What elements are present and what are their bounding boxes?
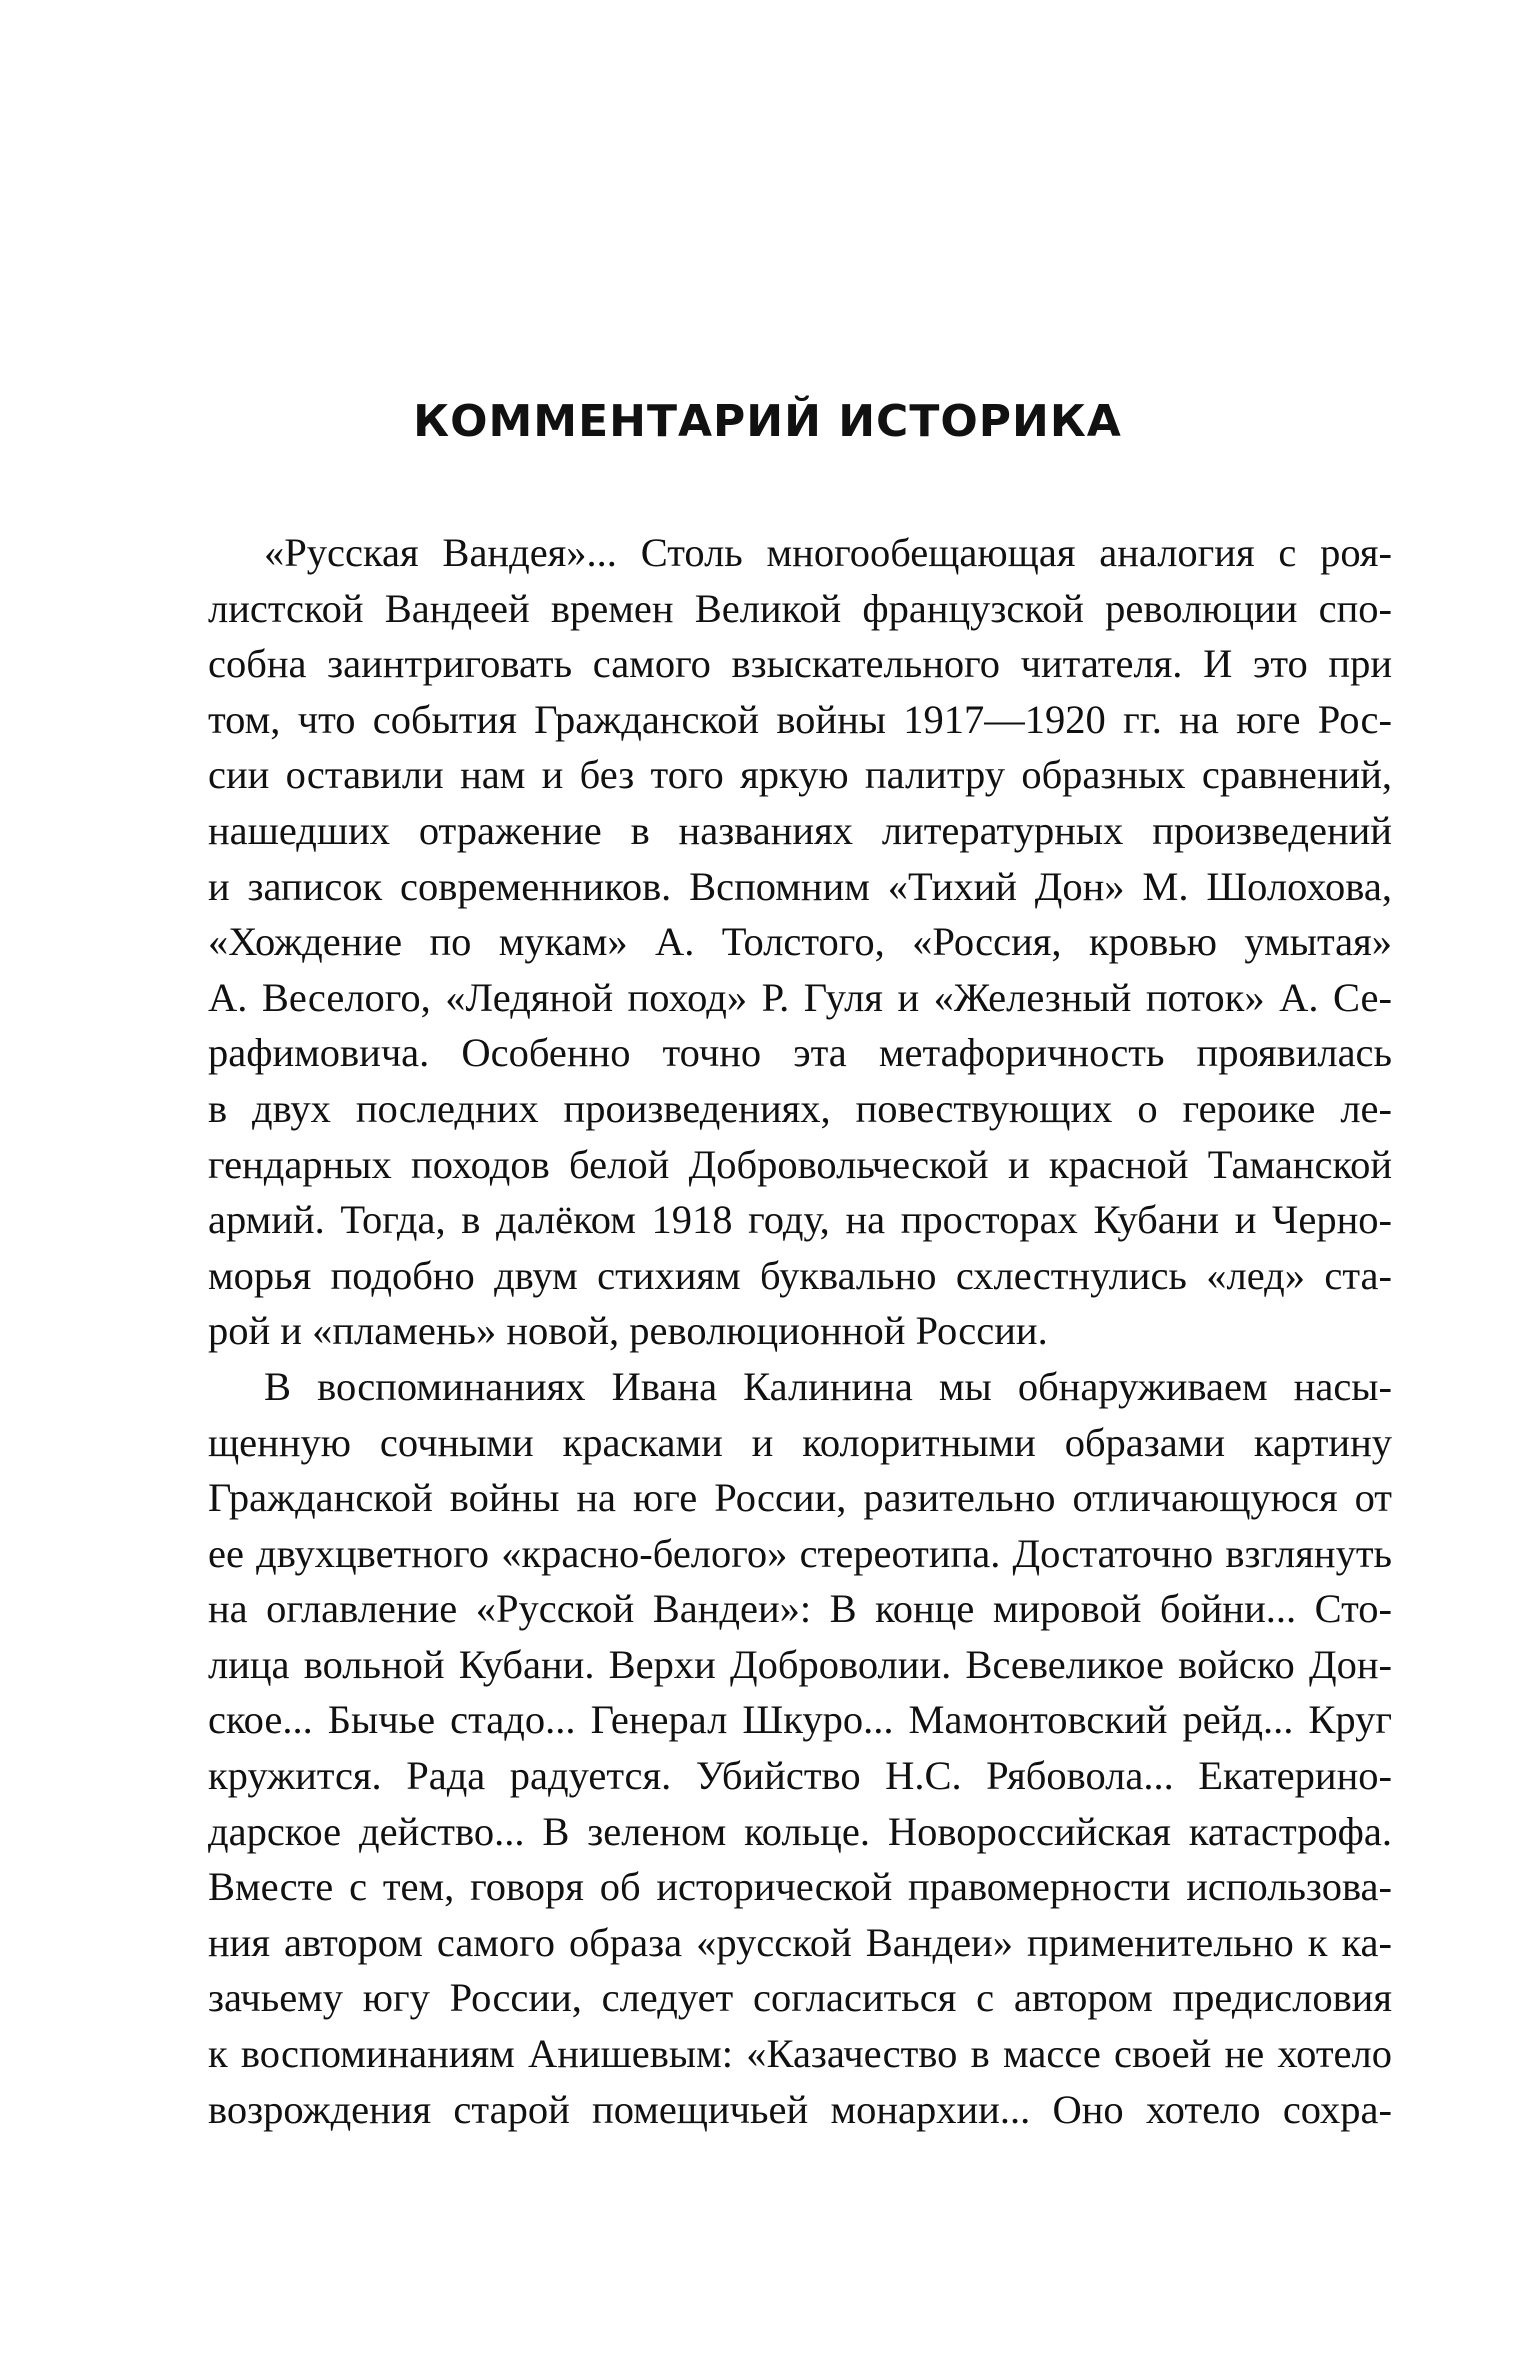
text-line: кружится. Рада радуется. Убийство Н.С. Рябовола... Екатерино-: [208, 1753, 1392, 1799]
text-line: и записок современников. Вспомним «Тихий Дон» М. Шолохова,: [208, 863, 1392, 909]
text-line: к воспоминаниям Анишевым: «Казачество в массе своей не хотело: [208, 2031, 1392, 2077]
text-line: Гражданской войны на юге России, разительно отличающуюся от: [208, 1475, 1392, 1521]
text-line: армий. Тогда, в далёком 1918 году, на просторах Кубани и Черно-: [208, 1197, 1392, 1243]
text-line: Вместе с тем, говоря об исторической правомерности использова-: [208, 1864, 1392, 1910]
text-line: А. Веселого, «Ледяной поход» Р. Гуля и «Железный поток» А. Се-: [208, 974, 1392, 1020]
text-line: листской Вандеей времен Великой французской революции спо-: [208, 585, 1392, 631]
chapter-heading: КОММЕНТАРИЙ ИСТОРИКА: [413, 396, 1122, 447]
text-line: лица вольной Кубани. Верхи Доброволии. Всевеликое войско Дон-: [208, 1641, 1392, 1687]
text-line: в двух последних произведениях, повествующих о героике ле-: [208, 1085, 1392, 1131]
text-line: В воспоминаниях Ивана Калинина мы обнаруживаем насы-: [264, 1363, 1392, 1409]
text-line: «Хождение по мукам» А. Толстого, «Россия, кровью умытая»: [208, 919, 1392, 965]
text-line: рой и «пламень» новой, революционной России.: [208, 1308, 1048, 1354]
text-line: «Русская Вандея»... Столь многообещающая аналогия с роя-: [264, 530, 1392, 575]
text-line: морья подобно двум стихиям буквально схлестнулись «лед» ста-: [208, 1252, 1392, 1298]
text-line: собна заинтриговать самого взыскательного читателя. И это при: [208, 641, 1392, 687]
paragraph-2: [208, 1359, 1392, 2137]
text-line: на оглавление «Русской Вандеи»: В конце мировой бойни... Сто-: [208, 1586, 1392, 1632]
text-line: гендарных походов белой Добровольческой и красной Таманской: [208, 1141, 1392, 1187]
text-line: ее двухцветного «красно-белого» стереотипа. Достаточно взглянуть: [208, 1530, 1392, 1576]
text-line: щенную сочными красками и колоритными образами картину: [208, 1419, 1392, 1465]
text-line: возрождения старой помещичьей монархии... Оно хотело сохра-: [208, 2086, 1392, 2132]
text-line: ское... Бычье стадо... Генерал Шкуро... Мамонтовский рейд... Круг: [208, 1697, 1392, 1743]
text-line: нашедших отражение в названиях литературных произведений: [208, 807, 1392, 853]
paragraph-1: [208, 525, 1392, 1359]
text-line: дарское действо... В зеленом кольце. Новороссийская катастрофа.: [208, 1808, 1392, 1854]
body-text: [208, 525, 1392, 2137]
text-line: ния автором самого образа «русской Вандеи» применительно к ка-: [208, 1919, 1392, 1965]
text-line: рафимовича. Особенно точно эта метафоричность проявилась: [208, 1030, 1392, 1076]
text-line: том, что события Гражданской войны 1917—1920 гг. на юге Рос-: [208, 696, 1392, 742]
text-line: зачьему югу России, следует согласиться с автором предисловия: [208, 1975, 1392, 2021]
text-line: сии оставили нам и без того яркую палитру образных сравнений,: [208, 752, 1392, 798]
